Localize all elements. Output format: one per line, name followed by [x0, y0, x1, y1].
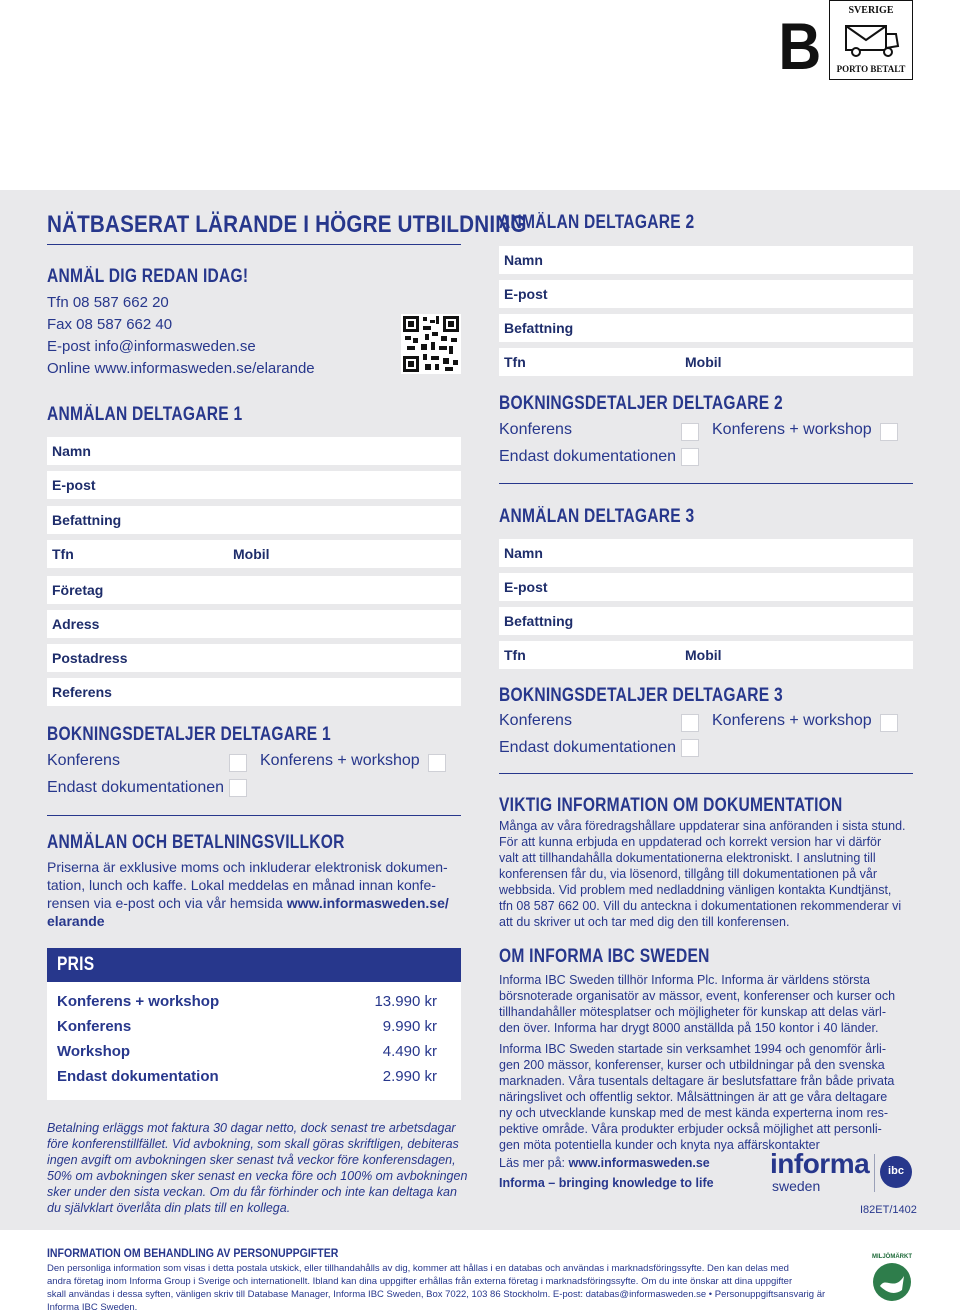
p2-namn-field[interactable] [499, 246, 913, 274]
informa-logo-sub: sweden [772, 1178, 821, 1194]
field-label: Mobil [685, 354, 722, 370]
eco-label-text: MILJÖMÄRKT [872, 1254, 912, 1260]
payment-line: 50% om avbokningen sker senast en vecka före och 100% om avbokningen [47, 1169, 468, 1183]
payment-line: före konferenstillfället. Vid avbokning, som skall göras skriftligen, debiteras [47, 1137, 459, 1151]
doc-info-line: tfn 08 587 662 00. Vill du anteckna i dokumentationen rekommenderar vi [499, 899, 902, 913]
p1-tfn-field[interactable] [47, 540, 461, 568]
p1-referens-field[interactable] [47, 678, 461, 706]
field-label: Mobil [233, 546, 270, 562]
booking1-heading: BOKNINGSDETALJER DELTAGARE 1 [47, 724, 331, 745]
b1-dok-checkbox[interactable] [229, 779, 247, 797]
field-label: E-post [504, 286, 548, 302]
porto-betalt-stamp [829, 0, 913, 80]
eco-label-badge [868, 1254, 916, 1310]
about-line: börsnoterade organisatör av mässor, event, konferenser och kurser och [499, 989, 896, 1003]
doc-info-line: webbsida. Vid problem med nedladdning vänligen kontakta Kundtjänst, [499, 883, 892, 897]
price-label: Konferens [57, 1018, 132, 1035]
price-label: Workshop [57, 1043, 131, 1060]
p1-adress-field[interactable] [47, 610, 461, 638]
field-label: Befattning [504, 320, 574, 336]
p2-epost-field[interactable] [499, 280, 913, 308]
p1-epost-field[interactable] [47, 471, 461, 499]
b1-workshop-checkbox[interactable] [428, 754, 446, 772]
ibc-text: ibc [888, 1165, 904, 1177]
document-code: I82ET/1402 [860, 1204, 917, 1216]
terms-link-cont[interactable]: elarande [47, 913, 105, 929]
field-label: Befattning [52, 512, 122, 528]
p3-befattning-field[interactable] [499, 607, 913, 635]
terms-link[interactable]: www.informasweden.se/ [286, 895, 449, 911]
p2-befattning-field[interactable] [499, 314, 913, 342]
field-label: Namn [504, 545, 543, 561]
p1-foretag-field[interactable] [47, 576, 461, 604]
doc-info-line: konferensen får du, via lösenord, tillgång till dokumentationen på vår [499, 867, 878, 881]
terms-line: Priserna är exklusive moms och inkluderar elektronisk dokumen- [47, 859, 448, 875]
price-value: 2.990 kr [382, 1068, 437, 1085]
post-truck-icon [842, 18, 900, 60]
price-value: 9.990 kr [382, 1018, 437, 1035]
about-heading: OM INFORMA IBC SWEDEN [499, 946, 710, 967]
about-line: Informa IBC Sweden startade sin verksamhet 1994 och genomför årli- [499, 1042, 886, 1056]
b1-dok-label: Endast dokumentationen [47, 779, 225, 796]
b2-workshop-label: Konferens + workshop [712, 421, 872, 438]
payment-line: sker under den sista veckan. Om du får förhinder och inte kan deltaga kan [47, 1185, 457, 1199]
b2-dok-label: Endast dokumentationen [499, 448, 677, 465]
divider [499, 483, 913, 484]
about-line: näringslivet och offentlig sektor. Målsättningen är att ge våra deltagare [499, 1090, 888, 1104]
terms-line-text: rensen via e-post och via vår hemsida [47, 895, 287, 911]
field-label: Tfn [504, 354, 526, 370]
field-label: Företag [52, 582, 104, 598]
field-label: E-post [52, 477, 96, 493]
b3-workshop-label: Konferens + workshop [712, 712, 872, 729]
about-line: ny och utvecklande kunskap med de mest kända experterna inom res- [499, 1106, 889, 1120]
p1-namn-field[interactable] [47, 437, 461, 465]
b2-konferens-checkbox[interactable] [681, 423, 699, 441]
title-rule [47, 244, 461, 245]
stamp-text: PORTO BETALT [836, 64, 906, 74]
tagline: Informa – bringing knowledge to life [499, 1176, 714, 1190]
about-p2 [499, 1041, 894, 1153]
price-label: Konferens + workshop [57, 993, 220, 1010]
b3-konferens-checkbox[interactable] [681, 714, 699, 732]
field-label: Mobil [685, 647, 722, 663]
doc-info-text [499, 818, 906, 930]
footer-text [47, 1262, 825, 1314]
contact-email[interactable]: E-post info@informasweden.se [47, 338, 256, 355]
pricing-heading: PRIS [57, 954, 95, 975]
about-p1 [499, 972, 895, 1036]
divider [499, 773, 913, 774]
p3-epost-field[interactable] [499, 573, 913, 601]
swan-eco-icon [872, 1262, 912, 1302]
qr-code-icon[interactable] [401, 314, 461, 374]
b2-workshop-checkbox[interactable] [880, 423, 898, 441]
footer-line: skall användas i dessa syften, vänligen skriv till Database Manager, Informa IBC Sweden, Box 7022, 103 86 Stockholm. E-post: databas@informasweden.se • Personuppgiftsansvarig är [47, 1289, 826, 1300]
field-label: Tfn [504, 647, 526, 663]
b1-workshop-label: Konferens + workshop [260, 752, 420, 769]
contact-online[interactable]: Online www.informasweden.se/elarande [47, 360, 315, 377]
terms-line: tation, lunch och kaffe. Lokal meddelas en månad innan konfe- [47, 877, 436, 893]
b1-konferens-checkbox[interactable] [229, 754, 247, 772]
b3-dok-checkbox[interactable] [681, 739, 699, 757]
footer-line: andra företag inom Informa Group i Sverige och internationellt. Ibland kan dina uppgifter erhållas från externa företag i marknadsföringssyfte. Om du inte önskar att dina uppgifter [47, 1276, 793, 1287]
field-label: E-post [504, 579, 548, 595]
doc-info-line: För att kunna erbjuda en uppdaterad och korrekt version har vi därför [499, 835, 882, 849]
price-value: 4.490 kr [382, 1043, 437, 1060]
about-line: gen möta potentiella kunder och knyta nya affärskontakter [499, 1138, 820, 1152]
read-more [499, 1156, 710, 1170]
field-label: Postadress [52, 650, 128, 666]
p1-befattning-field[interactable] [47, 506, 461, 534]
p3-namn-field[interactable] [499, 539, 913, 567]
booking2-heading: BOKNINGSDETALJER DELTAGARE 2 [499, 393, 783, 414]
informa-logo-text: informa [770, 1148, 870, 1179]
footer-line: Den personliga information som visas i detta postala utskick, eller tillhandahålls av dig, kommer att hållas i en databas och användas i marknadsföringssyfte. Den kan delas med [47, 1263, 789, 1274]
booking3-heading: BOKNINGSDETALJER DELTAGARE 3 [499, 685, 783, 706]
about-line: tillhandahåller mötesplatser och möjligheter för kunskap att delas värl- [499, 1005, 886, 1019]
participant1-heading: ANMÄLAN DELTAGARE 1 [47, 404, 243, 425]
doc-info-line: Många av våra föredragshållare uppdaterar sina anföranden i sista stund. [499, 819, 906, 833]
doc-info-heading: VIKTIG INFORMATION OM DOKUMENTATION [499, 795, 843, 816]
field-label: Befattning [504, 613, 574, 629]
read-more-label: Läs mer på: [499, 1156, 569, 1170]
doc-info-line: att du skriver ut och tar med dig den till konferensen. [499, 915, 790, 929]
payment-line: ingen avgift om avbokningen sker senast två veckor före konferensdagen, [47, 1153, 456, 1167]
terms-heading: ANMÄLAN OCH BETALNINGSVILLKOR [47, 832, 345, 853]
informa-logo [770, 1148, 870, 1196]
p3-tfn-field[interactable] [499, 641, 913, 669]
divider [47, 815, 461, 816]
about-line: den över. Informa har drygt 8000 anställda på 150 kontor i 40 länder. [499, 1021, 879, 1035]
field-label: Namn [52, 443, 91, 459]
participant2-heading: ANMÄLAN DELTAGARE 2 [499, 212, 695, 233]
price-value: 13.990 kr [374, 993, 437, 1010]
field-label: Adress [52, 616, 100, 632]
contact-heading: ANMÄL DIG REDAN IDAG! [47, 266, 249, 287]
footer-line: Informa IBC Sweden. [47, 1302, 138, 1313]
footer-heading: INFORMATION OM BEHANDLING AV PERSONUPPGIFTER [47, 1246, 339, 1260]
about-line: marknaden. Våra tusentals deltagare är beslutsfattare från både privata [499, 1074, 895, 1088]
participant3-heading: ANMÄLAN DELTAGARE 3 [499, 506, 695, 527]
ibc-logo [880, 1156, 912, 1188]
field-label: Tfn [52, 546, 74, 562]
payment-text [47, 1120, 467, 1216]
about-line: Informa IBC Sweden tillhör Informa Plc. Informa är världens största [499, 973, 870, 987]
pricing-header-bar [47, 948, 461, 982]
contact-phone: Tfn 08 587 662 20 [47, 294, 169, 311]
price-row [57, 993, 437, 1010]
price-row [57, 1018, 437, 1035]
b2-konferens-label: Konferens [499, 421, 572, 438]
field-label: Namn [504, 252, 543, 268]
payment-line: Betalning erläggs mot faktura 30 dagar netto, dock senast tre arbetsdagar [47, 1121, 456, 1135]
page-title: NÄTBASERAT LÄRANDE I HÖGRE UTBILDNING [47, 211, 527, 238]
price-label: Endast dokumentation [57, 1068, 219, 1085]
b3-konferens-label: Konferens [499, 712, 572, 729]
price-row [57, 1068, 437, 1085]
about-line: gen 200 mässor, konferenser, kurser och utbildningar på den svenska [499, 1058, 885, 1072]
b1-konferens-label: Konferens [47, 752, 120, 769]
contact-fax: Fax 08 587 662 40 [47, 316, 173, 333]
doc-info-line: valt att tillhandahålla dokumentationerna elektroniskt. I anslutning till [499, 851, 876, 865]
b2-dok-checkbox[interactable] [681, 448, 699, 466]
logo-separator [874, 1154, 875, 1192]
stamp-country: SVERIGE [848, 5, 894, 16]
b-mark-logo: B [778, 9, 822, 83]
terms-line [47, 894, 449, 912]
b3-workshop-checkbox[interactable] [880, 714, 898, 732]
b3-dok-label: Endast dokumentationen [499, 739, 677, 756]
field-label: Referens [52, 684, 112, 700]
p2-tfn-field[interactable] [499, 348, 913, 376]
read-more-link[interactable]: www.informasweden.se [568, 1156, 710, 1170]
terms-line [47, 912, 449, 930]
price-row [57, 1043, 437, 1060]
p1-postadress-field[interactable] [47, 644, 461, 672]
about-line: pektive område. Våra produkter erbjuder också möjlighet att personli- [499, 1122, 882, 1136]
terms-text [47, 858, 449, 930]
payment-line: du självklart överlåta din plats till en kollega. [47, 1201, 291, 1215]
